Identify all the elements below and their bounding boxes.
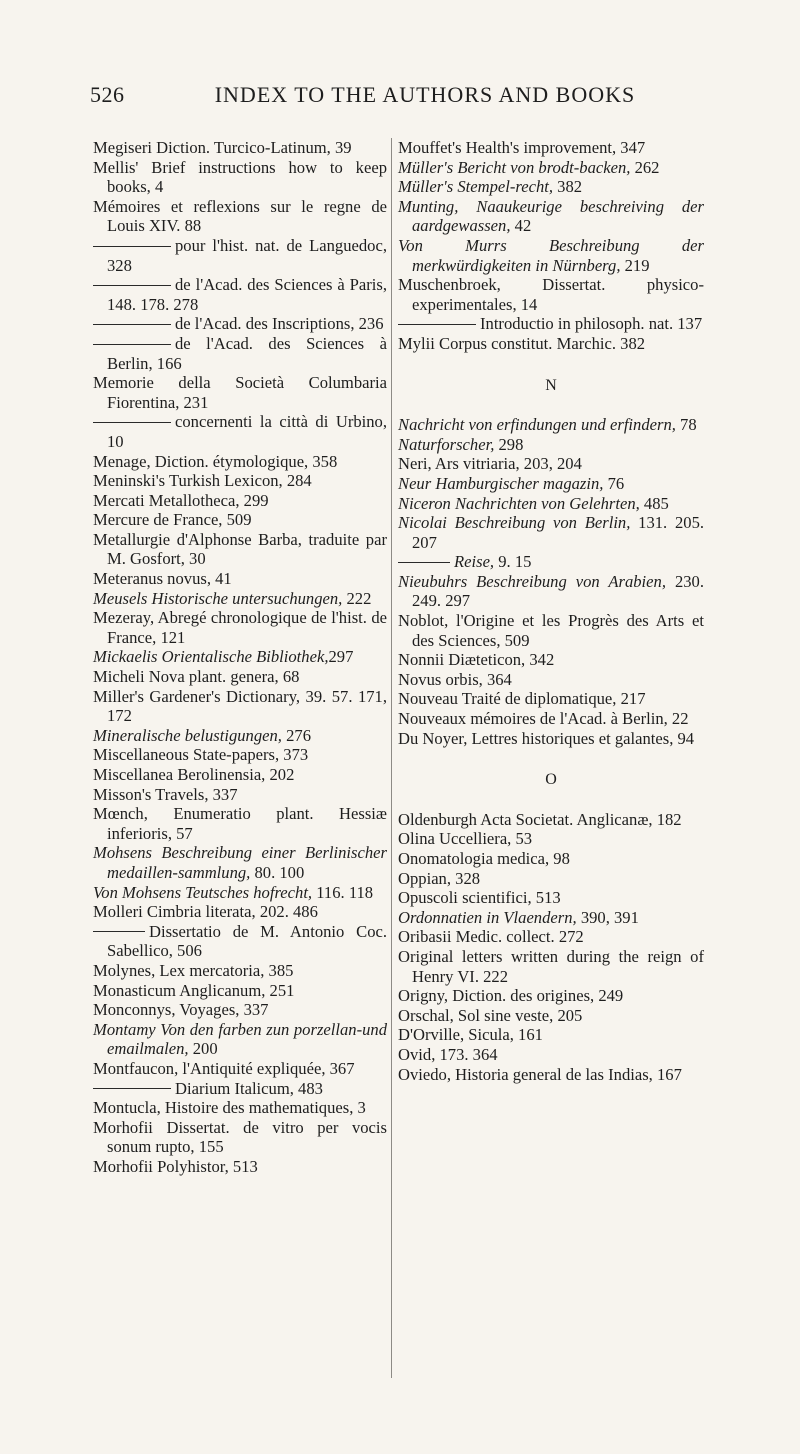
entry-text: de l'Acad. des Sciences à Berlin, 166 (107, 333, 387, 373)
index-entry (93, 1020, 387, 1059)
index-entry (398, 689, 704, 709)
index-entry (93, 334, 387, 373)
entry-text: 298 (494, 434, 524, 454)
entry-text: concernenti la città di Urbino, 10 (107, 412, 387, 451)
index-entry (93, 608, 387, 647)
entry-text: Miscellaneous State-papers, 373 (93, 745, 309, 765)
index-entry (398, 947, 704, 986)
entry-title-italic: Mohsens Beschreibung einer Berlinischer medaillen-sammlung, (93, 843, 387, 882)
index-entry (93, 765, 387, 785)
entry-text: Molleri Cimbria literata, 202. 486 (93, 902, 318, 922)
page-number: 526 (90, 82, 125, 107)
column-divider (391, 138, 392, 1378)
running-title: INDEX TO THE AUTHORS AND BOOKS (214, 82, 636, 107)
index-entry (93, 961, 387, 981)
entry-title-italic: Montamy Von den farben zun porzellan-und emailmalen, (93, 1019, 387, 1059)
index-entry (93, 1157, 387, 1177)
entry-title-italic: Nachricht von erfindungen und erfindern, (398, 415, 676, 435)
entry-text: 485 (639, 493, 669, 513)
index-entry (93, 197, 387, 236)
entry-title-italic: Ordonnatien in Vlaendern, (398, 907, 577, 927)
index-entry (93, 843, 387, 882)
entry-text: Ovid, 173. 364 (398, 1044, 498, 1064)
entry-title-italic: Naturforscher, (398, 434, 495, 454)
ditto-dash (93, 324, 171, 325)
index-entry (93, 726, 387, 746)
right-column (398, 138, 704, 1084)
entry-text: 42 (510, 216, 532, 236)
index-entry (398, 275, 704, 314)
entry-text: Oribasii Medic. collect. 272 (398, 927, 584, 947)
entry-text: 78 (675, 415, 697, 435)
entry-text: de l'Acad. des Sciences à Paris, 148. 178. 278 (107, 275, 387, 314)
index-entry (398, 986, 704, 1006)
entry-title-italic: Von Murrs Beschreibung der merkwürdigkeiten in Nürnberg, (398, 235, 704, 275)
entry-text: 230. 249. 297 (412, 571, 705, 611)
index-entry (398, 314, 704, 334)
index-entry (93, 158, 387, 197)
entry-text: Du Noyer, Lettres historiques et galantes, 94 (398, 728, 695, 748)
index-entry (398, 829, 704, 849)
index-entry (93, 510, 387, 530)
entry-text: Mœnch, Enumeratio plant. Hessiæ inferioris, 57 (93, 804, 387, 843)
entry-text: 276 (281, 725, 311, 745)
ditto-dash (93, 422, 171, 423)
section-heading-n: N (545, 376, 557, 394)
index-entry (398, 177, 704, 197)
entry-title-italic: Müller's Bericht von brodt-backen, (398, 157, 631, 177)
entry-text: Monconnys, Voyages, 337 (93, 1000, 269, 1020)
entry-text: Oviedo, Historia general de las Indias, 167 (398, 1064, 682, 1084)
index-entry (93, 687, 387, 726)
entry-text: 390, 391 (576, 907, 639, 927)
ditto-dash (93, 344, 171, 345)
index-entry (93, 804, 387, 843)
entry-text: Montfaucon, l'Antiquité expliquée, 367 (93, 1058, 355, 1078)
index-entry (93, 1059, 387, 1079)
index-entry (398, 888, 704, 908)
index-entry (398, 670, 704, 690)
entry-text: 382 (553, 177, 583, 197)
entry-text: Megiseri Diction. Turcico-Latinum, 39 (93, 138, 352, 157)
entry-text: Nouveau Traité de diplomatique, 217 (398, 689, 646, 709)
index-entry (398, 454, 704, 474)
left-column (93, 138, 387, 1176)
index-entry (93, 491, 387, 511)
index-entry (398, 158, 704, 178)
index-entry (93, 589, 387, 609)
entry-text: Neri, Ars vitriaria, 203, 204 (398, 454, 582, 474)
entry-title-italic: Reise, (454, 552, 495, 572)
entry-title-italic: Müller's Stempel-recht, (398, 177, 553, 197)
entry-text: 76 (603, 473, 625, 493)
entry-text: Monasticum Anglicanum, 251 (93, 980, 295, 1000)
index-entry (398, 334, 704, 354)
index-entry (93, 667, 387, 687)
entry-text: Origny, Diction. des origines, 249 (398, 986, 624, 1006)
index-entry (398, 236, 704, 275)
entry-text: Montucla, Histoire des mathematiques, 3 (93, 1098, 366, 1118)
entry-text: Dissertatio de M. Antonio Coc. Sabellico, 506 (107, 921, 387, 961)
entry-text: Mémoires et reflexions sur le regne de Louis XIV. 88 (93, 196, 387, 236)
index-entry (398, 650, 704, 670)
entry-text: D'Orville, Sicula, 161 (398, 1025, 543, 1045)
index-entry (93, 745, 387, 765)
index-entry (93, 1079, 387, 1099)
entry-text: Oldenburgh Acta Societat. Anglicanæ, 182 (398, 809, 682, 829)
entry-text: 222 (342, 588, 372, 608)
index-entry (93, 452, 387, 472)
index-entry (398, 810, 704, 830)
index-entry (398, 849, 704, 869)
m-entries-continued (398, 138, 704, 354)
ditto-dash (93, 285, 171, 286)
entry-text: Menage, Diction. étymologique, 358 (93, 451, 338, 471)
ditto-dash (93, 246, 171, 247)
entry-title-italic: Niceron Nachrichten von Gelehrten, (398, 493, 640, 513)
entry-text: Novus orbis, 364 (398, 669, 512, 689)
entry-text: Orschal, Sol sine veste, 205 (398, 1005, 583, 1025)
index-entry (398, 729, 704, 749)
entry-text: Micheli Nova plant. genera, 68 (93, 667, 300, 687)
index-entry (398, 138, 704, 158)
entry-text: pour l'hist. nat. de Languedoc, 328 (107, 235, 387, 275)
index-entry (93, 236, 387, 275)
index-entry (93, 530, 387, 569)
entry-text: Nonnii Diæteticon, 342 (398, 650, 555, 670)
index-entry (93, 902, 387, 922)
entry-text: Mouffet's Health's improvement, 347 (398, 138, 646, 157)
ditto-dash (398, 324, 476, 325)
index-entry (398, 415, 704, 435)
entry-text: 219 (620, 255, 650, 275)
entry-text: Muschenbroek, Dissertat. physico-experimentales, 14 (398, 275, 704, 314)
entry-text: Morhofii Dissertat. de vitro per vocis sonum rupto, 155 (93, 1117, 387, 1157)
section-heading-o: O (545, 771, 557, 789)
entry-title-italic: Mickaelis Orientalische Bibliothek, (93, 647, 329, 667)
index-entry (93, 1000, 387, 1020)
entry-text: 131. 205. 207 (412, 513, 705, 552)
entry-text: Misson's Travels, 337 (93, 784, 238, 804)
section-o-entries (398, 810, 704, 1084)
entry-text: Nouveaux mémoires de l'Acad. à Berlin, 22 (398, 709, 689, 729)
page-header (90, 78, 760, 118)
entry-text: Morhofii Polyhistor, 513 (93, 1156, 258, 1176)
entry-text: Original letters written during the reign of Henry VI. 222 (398, 946, 704, 986)
index-entry (93, 138, 387, 158)
index-entry (93, 883, 387, 903)
index-entry (93, 412, 387, 451)
entry-text: Onomatologia medica, 98 (398, 849, 570, 868)
entry-text: 9. 15 (494, 552, 532, 572)
entry-text: Mellis' Brief instructions how to keep books, 4 (93, 157, 387, 197)
entry-text: Memorie della Società Columbaria Fiorentina, 231 (93, 373, 387, 412)
section-n-entries (398, 415, 704, 748)
entry-text: Noblot, l'Origine et les Progrès des Arts et des Sciences, 509 (398, 611, 704, 650)
index-entry (398, 927, 704, 947)
entry-title-italic: Munting, Naaukeurige beschreiving der aardgewassen, (398, 196, 704, 236)
ditto-dash (93, 1088, 171, 1089)
index-entry (398, 1006, 704, 1026)
entry-text: 80. 100 (250, 862, 305, 882)
entry-title-italic: Meusels Historische untersuchungen, (93, 588, 343, 608)
entry-text: Mezeray, Abregé chronologique de l'hist. de France, 121 (93, 608, 387, 647)
entry-text: Miscellanea Berolinensia, 202 (93, 765, 295, 784)
entry-text: Meteranus novus, 41 (93, 569, 232, 589)
entry-text: Molynes, Lex mercatoria, 385 (93, 960, 294, 980)
entry-text: Meninski's Turkish Lexicon, 284 (93, 471, 312, 491)
entry-text: 200 (188, 1039, 218, 1059)
entry-text: 262 (630, 157, 660, 177)
entry-text: 116. 118 (312, 882, 374, 902)
entry-title-italic: Nicolai Beschreibung von Berlin, (398, 513, 631, 533)
index-entry (93, 1118, 387, 1157)
index-entry (398, 869, 704, 889)
entry-text: Opuscoli scientifici, 513 (398, 888, 561, 908)
index-entry (398, 611, 704, 650)
index-entry (398, 709, 704, 729)
entry-text: Metallurgie d'Alphonse Barba, traduite par M. Gosfort, 30 (93, 529, 387, 569)
index-entry (398, 1045, 704, 1065)
index-entry (398, 513, 704, 552)
index-entry (93, 471, 387, 491)
entry-text: Miller's Gardener's Dictionary, 39. 57. 171, 172 (93, 686, 387, 726)
index-entry (93, 981, 387, 1001)
index-entry (93, 275, 387, 314)
entry-title-italic: Von Mohsens Teutsches hofrecht, (93, 882, 313, 902)
entry-text: Oppian, 328 (398, 868, 481, 888)
index-entry (398, 494, 704, 514)
entry-text: Mercure de France, 509 (93, 510, 252, 530)
entry-text: 297 (328, 647, 354, 667)
entry-title-italic: Neur Hamburgischer magazin, (398, 473, 604, 493)
entry-text: Introductio in philosoph. nat. 137 (480, 314, 703, 334)
index-entry (398, 197, 704, 236)
index-entry (398, 435, 704, 455)
index-entry (398, 1025, 704, 1045)
entry-title-italic: Mineralische belustigungen, (93, 725, 282, 745)
entry-text: Mylii Corpus constitut. Marchic. 382 (398, 333, 646, 353)
index-entry (398, 572, 704, 611)
index-entry (93, 569, 387, 589)
index-entry (398, 474, 704, 494)
index-entry (93, 647, 387, 667)
index-entry (398, 552, 704, 572)
entry-text: Diarium Italicum, 483 (175, 1078, 323, 1098)
entry-text: Olina Uccelliera, 53 (398, 829, 533, 849)
entry-title-italic: Nieubuhrs Beschreibung von Arabien, (398, 571, 666, 591)
entry-text: de l'Acad. des Inscriptions, 236 (175, 314, 384, 334)
ditto-dash (398, 562, 450, 563)
index-entry (93, 922, 387, 961)
index-entry (93, 314, 387, 334)
index-entry (398, 908, 704, 928)
ditto-dash (93, 931, 145, 932)
entry-text: Mercati Metallotheca, 299 (93, 490, 269, 510)
index-entry (93, 785, 387, 805)
index-entry (398, 1065, 704, 1085)
index-entry (93, 373, 387, 412)
index-entry (93, 1098, 387, 1118)
